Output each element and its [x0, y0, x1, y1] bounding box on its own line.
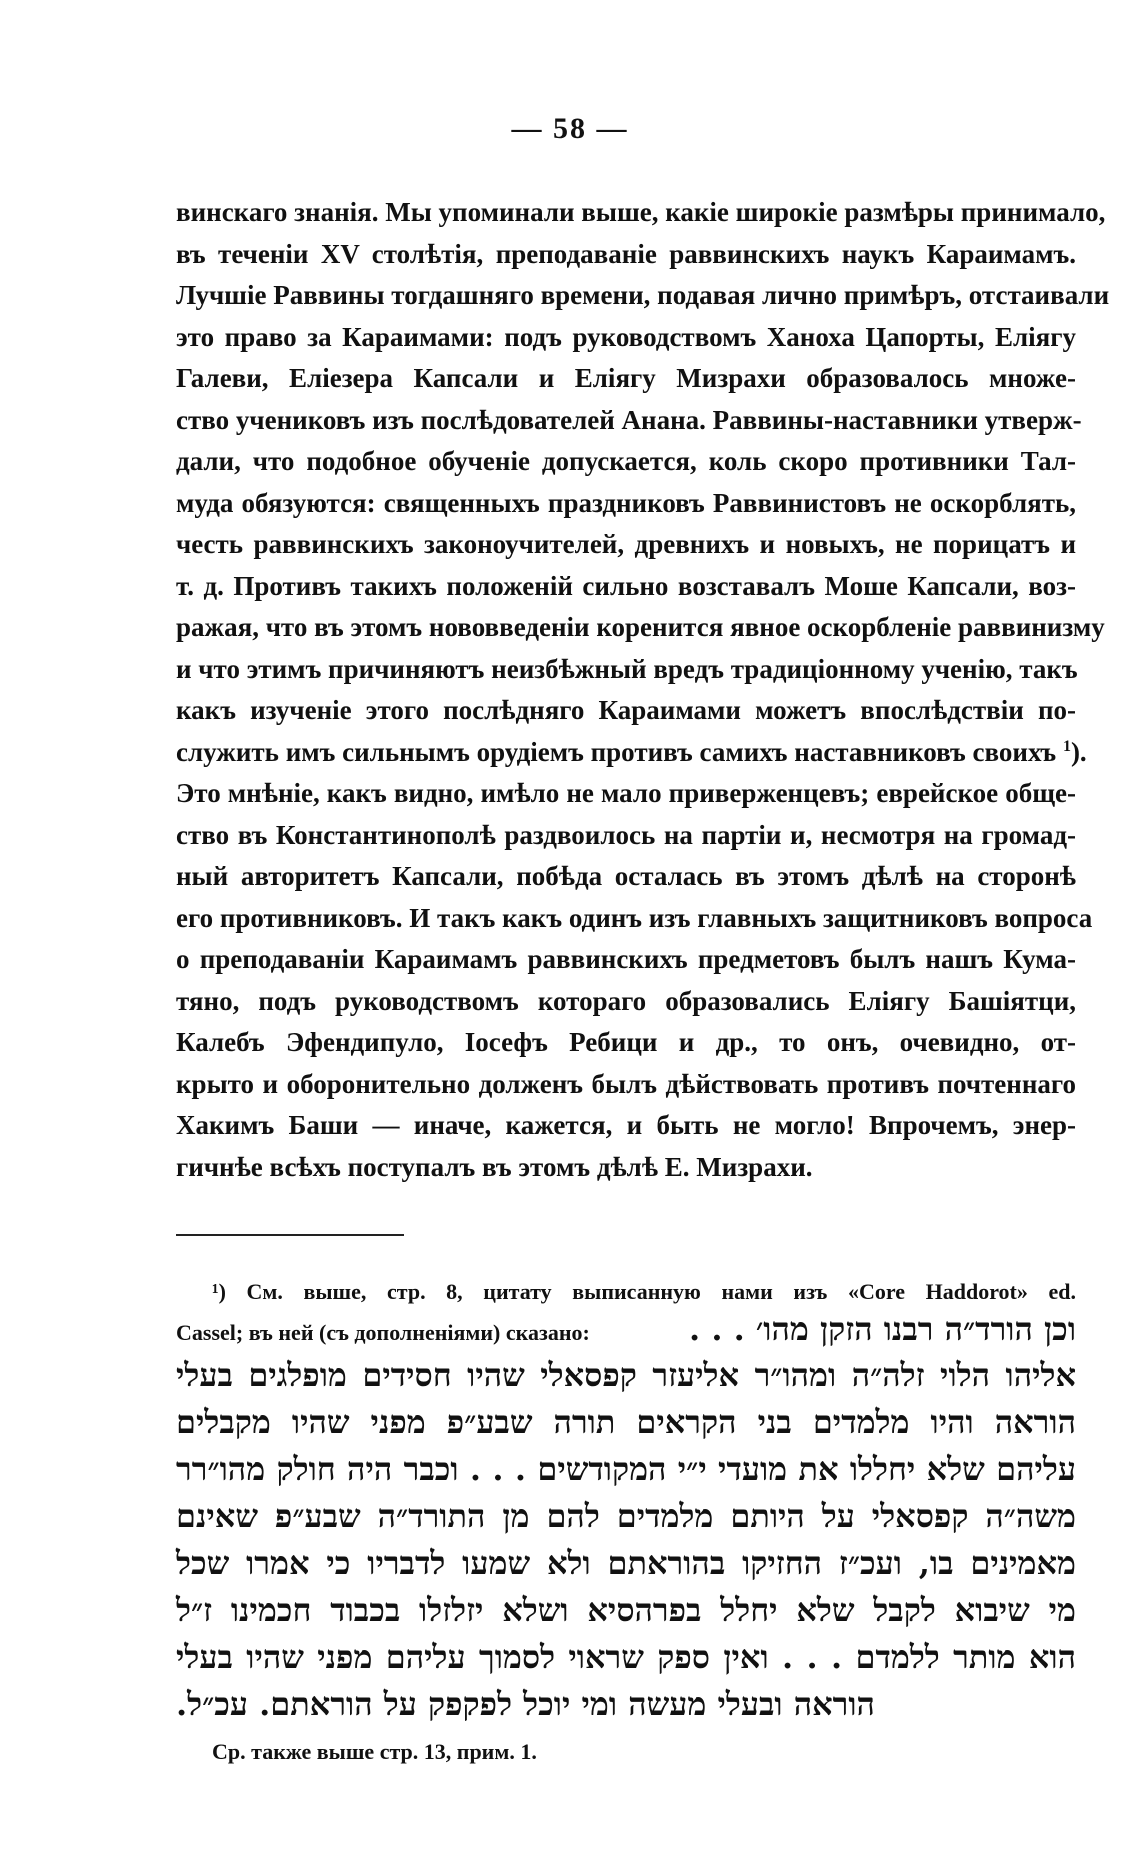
text-line: какъ изученіе этого послѣдняго Караимами можетъ впослѣдствіи по- [176, 695, 1076, 725]
text-line: т. д. Противъ такихъ положеній сильно возставалъ Моше Капсали, воз- [176, 570, 1076, 601]
text-line: ный авторитетъ Капсали, побѣда осталась въ этомъ дѣлѣ на сторонѣ [176, 861, 1076, 891]
text-line: Калебъ Эфендипуло, Іосефъ Ребици и др., то онъ, очевидно, от- [176, 1027, 1076, 1057]
footnote-divider [176, 1234, 404, 1236]
hebrew-line: מי שיבוא לקבל שלא יחלל בפרהסיא ושלא יזלזלו בכבוד חכמינו ז״ל [176, 1591, 1077, 1629]
hebrew-line: עליהם שלא יחללו את מועדי י״י המקודשים . . . וכבר היה חולק מהו״רר [176, 1450, 1077, 1488]
footnote-line-mixed [176, 1310, 1076, 1348]
hebrew-line: משה״ה קפסאלי על היותם מלמדים להם מן התורד״ה שבע״פ שאינם [176, 1497, 1076, 1535]
hebrew-quote [176, 1352, 1076, 1728]
hebrew-line: אליהו הלוי זלה״ה ומהו״ר אליעזר קפסאלי שהיו חסידים מופלגים בעלי [176, 1356, 1076, 1394]
text-line: ство учениковъ изъ послѣдователей Анана. Раввины-наставники утверж- [176, 404, 1082, 435]
text-line: тяно, подъ руководствомъ котораго образовались Еліягу Башіятци, [176, 985, 1076, 1016]
footnote-line: ¹) См. выше, стр. 8, цитату выписанную нами изъ «Core Haddorot» ed. [212, 1279, 1076, 1304]
text-line: это право за Караимами: подъ руководствомъ Ханоха Цапорты, Еліягу [176, 321, 1076, 352]
text-segment: служить имъ сильнымъ орудіемъ противъ самихъ наставниковъ своихъ [176, 736, 1057, 767]
text-line: ство въ Константинополѣ раздвоилось на партіи и, несмотря на громад- [176, 819, 1076, 850]
main-text [176, 192, 1110, 1188]
text-line: винскаго знанія. Мы упоминали выше, какіе широкіе размѣры принимало, [176, 197, 1106, 227]
text-line: честь раввинскихъ законоучителей, древнихъ и новыхъ, не порицатъ и [176, 529, 1076, 559]
text-line: гичнѣе всѣхъ поступалъ въ этомъ дѣлѣ Е. Мизрахи. [176, 1151, 813, 1182]
text-line: его противниковъ. И такъ какъ одинъ изъ главныхъ защитниковъ вопроса [176, 902, 1093, 933]
hebrew-line: הוראה ובעלי מעשה ומי יוכל לפקפק על הוראתם. עכ״ל. [176, 1685, 875, 1723]
text-line: въ теченіи XV столѣтія, преподаваніе раввинскихъ наукъ Караимамъ. [176, 238, 1076, 269]
footnote-cross-reference: Ср. также выше стр. 13, прим. 1. [212, 1739, 537, 1764]
text-line: Хакимъ Баши — иначе, кажется, и быть не могло! Впрочемъ, энер- [176, 1110, 1076, 1140]
hebrew-line: הוראה והיו מלמדים בני הקראים תורה שבע״פ מפני שהיו מקבלים [176, 1403, 1076, 1441]
hebrew-line: הוא מותר ללמדם . . . ואין ספק שראוי לסמוך עליהם מפני שהיו בעלי [176, 1638, 1076, 1676]
footnote [176, 1274, 1076, 1770]
text-line: муда обязуются: священныхъ праздниковъ Раввинистовъ не оскорблять, [176, 487, 1076, 518]
hebrew-text: וכן הורד״ה רבנו הזקן מהו׳ . . . [689, 1310, 1076, 1348]
text-line: крыто и оборонительно долженъ былъ дѣйствовать противъ почтеннаго [176, 1068, 1076, 1099]
text-line: Галеви, Еліезера Капсали и Еліягу Мизрахи образовалось множе- [176, 363, 1076, 393]
text-line-with-footnote-ref [176, 732, 1087, 774]
footnote-reference: 1 [1062, 737, 1071, 755]
text-line: Это мнѣніе, какъ видно, имѣло не мало приверженцевъ; еврейское обще- [176, 778, 1076, 808]
text-line: и что этимъ причиняютъ неизбѣжный вредъ традиціонному ученію, такъ [176, 653, 1078, 684]
hebrew-line: מאמינים בו, ועכ״ז החזיקו בהוראתם ולא שמעו לדבריו כי אמרו שכל [176, 1544, 1076, 1582]
text-line: Лучшіе Раввины тогдашняго времени, подавая лично примѣръ, отстаивали [176, 280, 1110, 310]
text-line: дали, что подобное обученіе допускается, коль скоро противники Тал- [176, 446, 1076, 476]
footnote-text: Cassel; въ ней (съ дополненіями) сказано: [176, 1320, 590, 1345]
text-line: ражая, что въ этомъ нововведеніи коренится явное оскорбленіе раввинизму [176, 612, 1105, 642]
text-segment: ). [1070, 736, 1087, 767]
text-line: о преподаваніи Караимамъ раввинскихъ предметовъ былъ нашъ Кума- [176, 944, 1076, 974]
page-number: — 58 — [511, 112, 629, 145]
